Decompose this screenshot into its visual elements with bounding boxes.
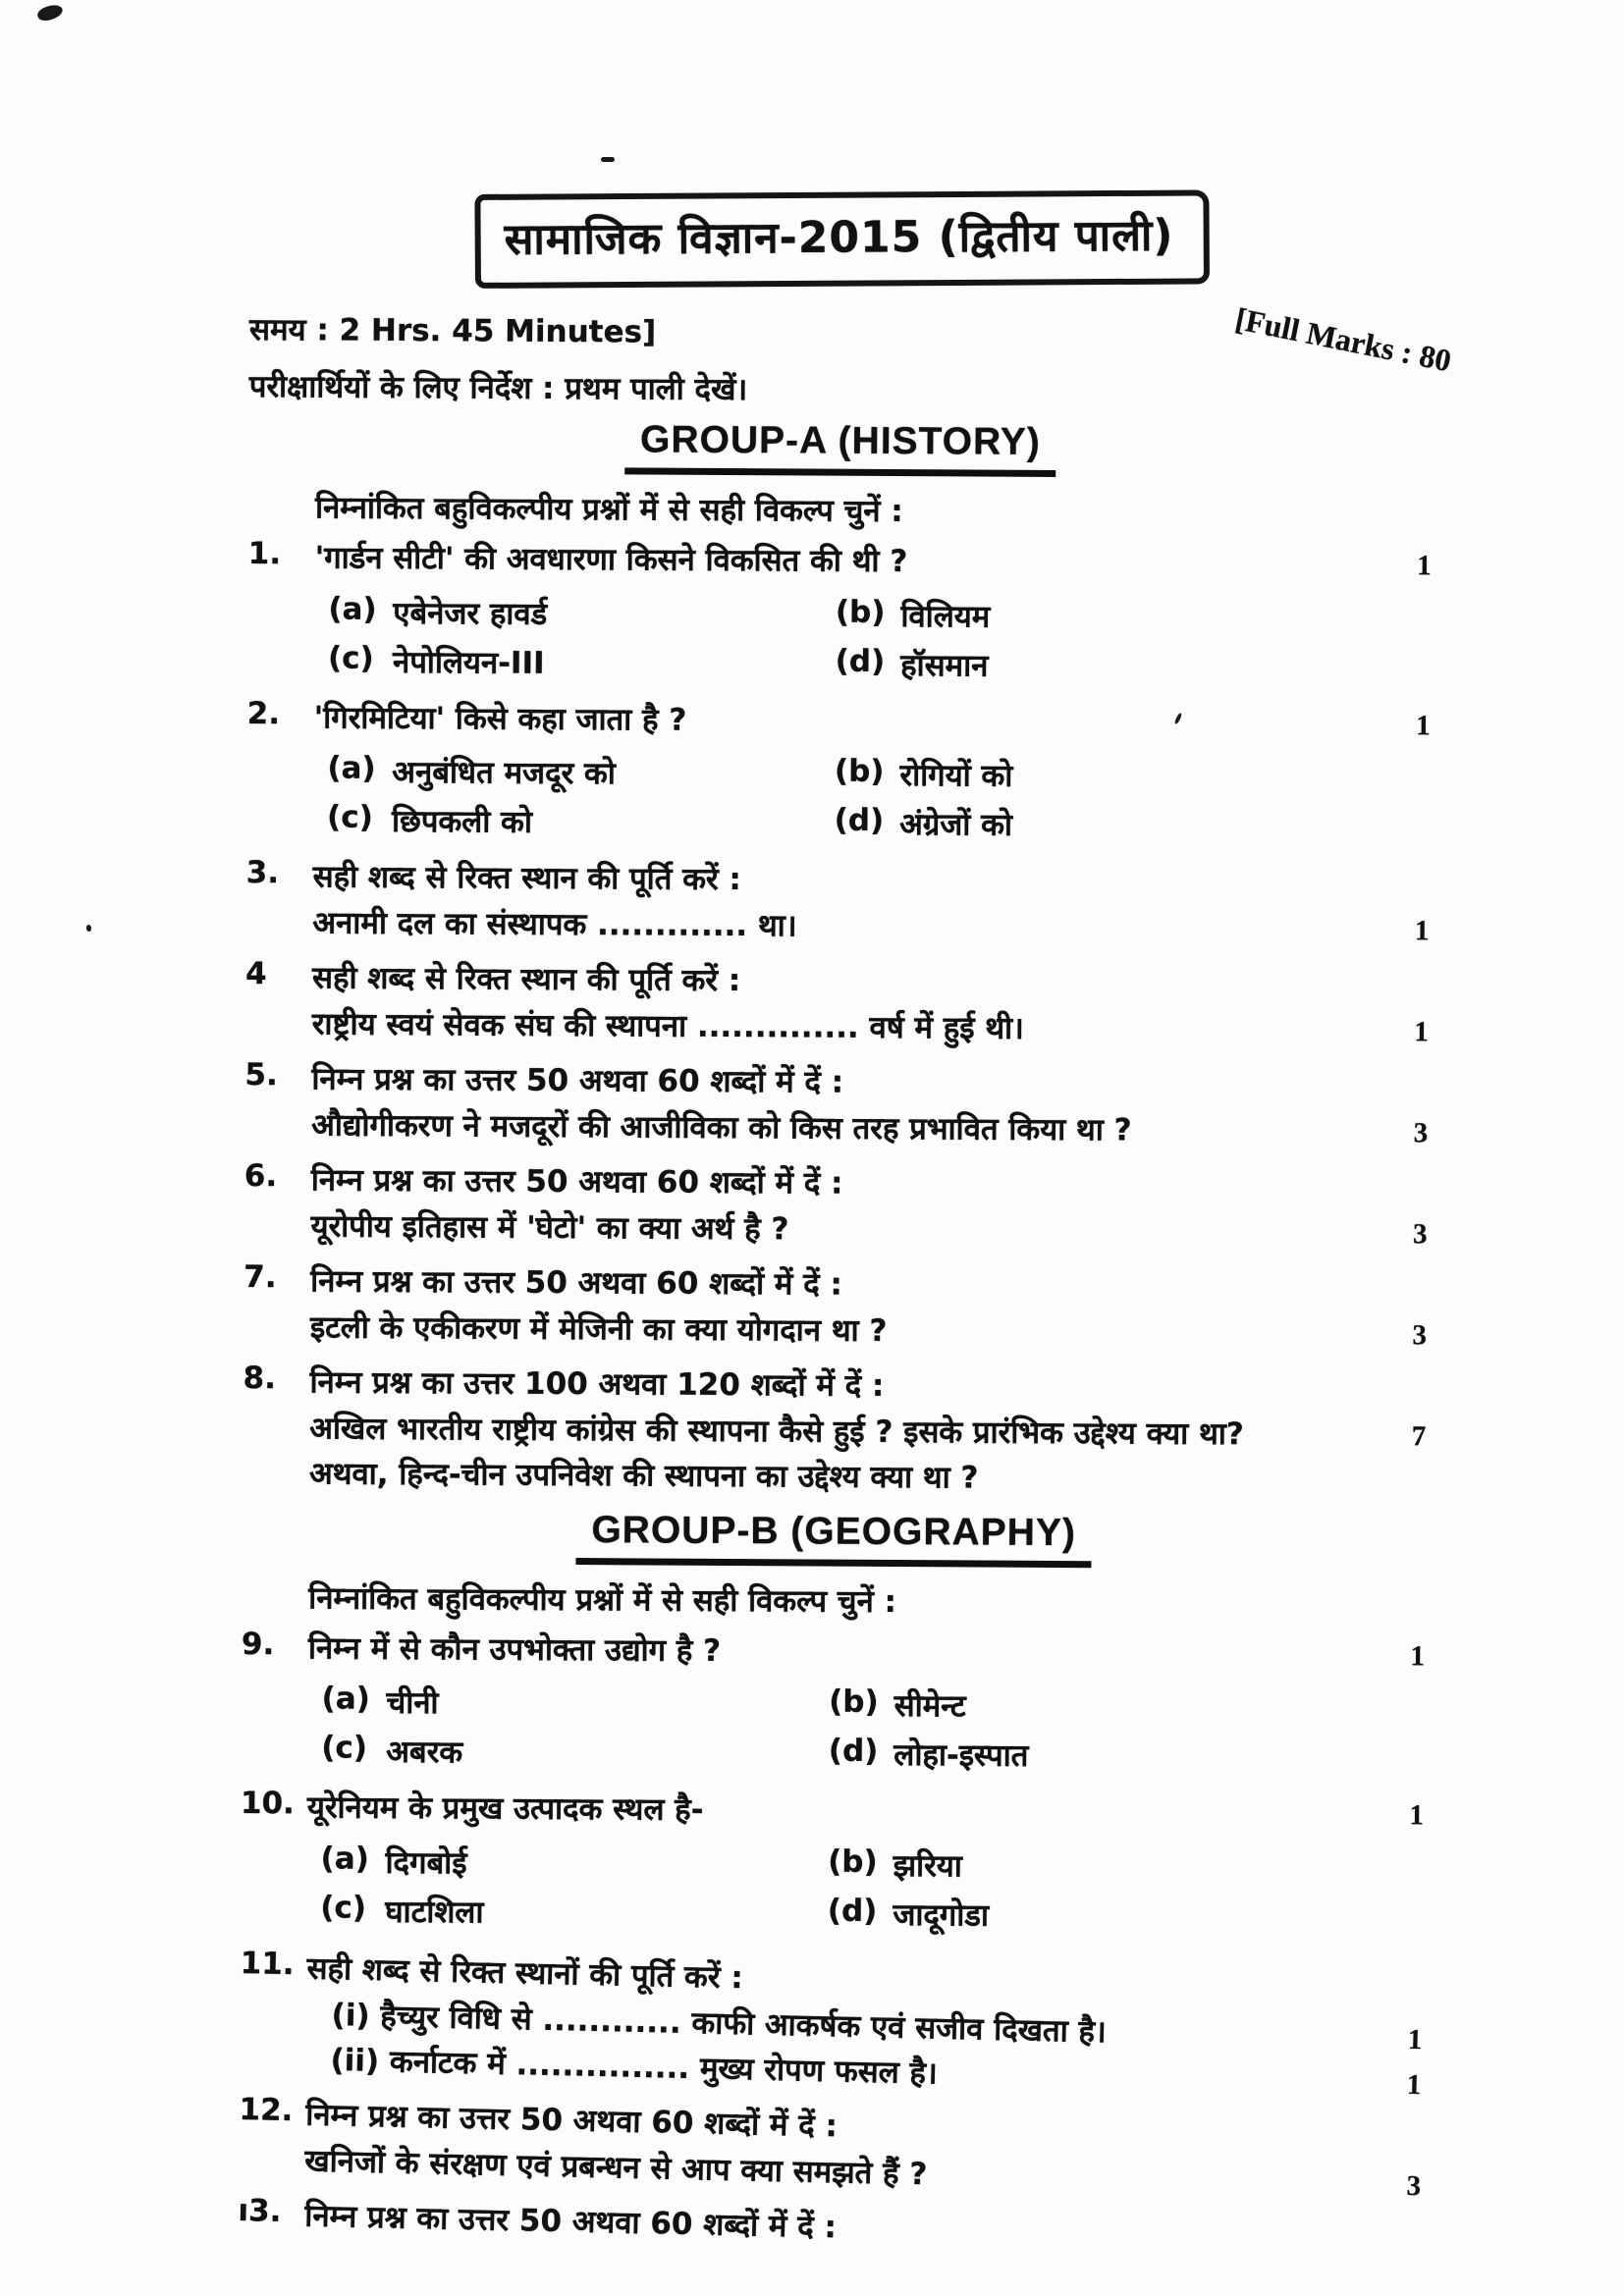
candidate-instructions: परीक्षार्थियों के लिए निर्देश : प्रथम पाली देखें। [248,368,748,408]
option-text: छिपकली को [391,803,533,840]
question-body [310,1258,1428,1357]
question-text: राष्ट्रीय स्वयं सेवक संघ की स्थापना .............. वर्ष में हुई थी। [311,1005,1024,1046]
question-number: 6. [244,1157,278,1195]
paper-title-box [474,189,1209,289]
option-label: (d) [827,1893,878,1929]
option-label: (c) [320,1889,367,1926]
option-label: (b) [835,594,886,630]
option-b [835,754,1431,799]
marks-value: 1 [1414,1015,1429,1047]
question-body [307,1626,1425,1782]
scan-speck [601,157,615,162]
question-block [240,1785,1424,1942]
marks-value: 1 [1417,550,1432,582]
question-text: अथवा, हिन्द-चीन उपनिवेश की स्थापना का उद्देश्य क्या था ? [308,1456,979,1496]
question-number: 4 [245,955,267,992]
option-label: (a) [328,590,377,627]
question-text: निम्न प्रश्न का उत्तर 50 अथवा 60 शब्दों में दें : [310,1263,842,1303]
option-b [828,1843,1424,1889]
options-grid [306,1841,1424,1938]
question-text: निम्न में से कौन उपभोक्ता उद्योग है ? [307,1629,722,1669]
question-line [312,900,1429,952]
question-body [306,1785,1424,1941]
option-label: (b) [834,753,885,789]
question-number: 3. [245,854,280,891]
question-line [314,695,1431,747]
section-heading-text: GROUP-A (HISTORY) [624,418,1056,477]
question-text: 'गार्डन सीटी' की अवधारणा किसने विकसित की थी ? [314,540,908,580]
option-c [328,640,836,684]
question-text: यूरोपीय इतिहास में 'घेटो' का क्या अर्थ है ? [310,1207,789,1247]
question-number: 9. [241,1626,275,1662]
section-group-a [243,416,1433,1504]
question-line [308,1626,1425,1678]
marks-value: 3 [1412,1318,1427,1351]
option-text: हॉसमान [900,647,989,684]
question-text: अखिल भारतीय राष्ट्रीय कांग्रेस की स्थापना कैसे हुई ? इसके प्रारंभिक उद्देश्य क्या था? [309,1410,1244,1452]
option-a [320,1841,828,1885]
scan-speck [86,925,91,932]
question-body [314,535,1432,691]
question-block [246,694,1431,851]
question-text: निम्न प्रश्न का उत्तर 50 अथवा 60 शब्दों में दें : [310,1162,843,1201]
option-label: (c) [321,1730,368,1766]
option-text: एबेनेजर हावर्ड [393,595,548,632]
marks-value: 1 [1409,1799,1424,1832]
paper-title: सामाजिक विज्ञान-2015 (द्वितीय पाली) [504,210,1174,265]
question-text: 'गिरमिटिया' किसे कहा जाता है ? [313,699,687,738]
question-body [304,2092,1423,2208]
section-intro: निम्नांकित बहुविकल्पीय प्रश्नों में से सही विकल्प चुनें : [314,490,903,530]
options-grid [314,591,1432,688]
option-a [327,750,835,794]
question-line [311,1102,1428,1154]
option-d [828,1893,1424,1938]
question-body [313,695,1431,851]
option-label: (a) [327,750,376,786]
question-block [245,955,1430,1053]
option-label: (d) [834,802,885,838]
question-text: सही शब्द से रिक्त स्थान की पूर्ति करें : [312,859,741,898]
question-line [309,1451,1426,1503]
question-number: 12. [239,2091,294,2129]
option-d [829,1734,1425,1779]
marks-value: 7 [1411,1419,1427,1452]
question-text: सही शब्द से रिक्त स्थानों की पूर्ति करें : [306,1949,744,1996]
question-text: यूरेनियम के प्रमुख उत्पादक स्थल है- [306,1789,704,1828]
marks-value: 1 [1410,1639,1425,1672]
question-line [312,955,1429,1007]
option-label: (d) [828,1733,879,1769]
option-text: विलियम [900,598,991,635]
option-text: घाटशिला [385,1894,484,1930]
question-text: सही शब्द से रिक्त स्थान की पूर्ति करें : [311,960,741,999]
option-b [836,594,1432,639]
question-text: (ii) कर्नाटक में ............... मुख्य रोपण फसल है। [330,2042,939,2091]
section-heading-group-a [248,416,1432,479]
option-a [328,591,836,635]
option-text: चीनी [386,1684,439,1722]
options-grid [307,1681,1425,1778]
question-text: अनामी दल का संस्थापक ............. था। [312,904,797,943]
option-label: (a) [320,1840,369,1877]
question-block [241,1625,1425,1782]
option-d [836,643,1432,688]
question-body [312,955,1430,1053]
question-block [244,1157,1428,1255]
meta-row [249,300,1454,379]
option-label: (a) [321,1681,370,1717]
question-text: औद्योगीकरण ने मजदूरों की आजीविका को किस तरह प्रभावित किया था ? [311,1106,1132,1148]
options-grid [313,750,1431,847]
section-heading-group-b [242,1506,1425,1569]
option-text: सीमेन्ट [893,1688,966,1725]
option-text: रोगियों को [899,758,1013,794]
marks-value: 3 [1413,1116,1429,1148]
question-number: ı3. [238,2192,282,2229]
option-label: (c) [327,639,374,676]
option-text: अबरक [386,1734,463,1771]
question-number: 5. [244,1056,278,1094]
question-sections [238,416,1432,2245]
question-text: निम्न प्रश्न का उत्तर 50 अथवा 60 शब्दों में दें : [311,1061,844,1100]
option-text: झरिया [893,1847,962,1884]
option-label: (d) [835,643,886,679]
option-c [327,799,835,843]
question-line [309,1360,1426,1412]
option-text: अनुबंधित मजदूर को [392,754,616,792]
question-block [238,2091,1423,2208]
question-line [307,1785,1424,1837]
question-number: 7. [244,1258,277,1296]
question-line [311,1157,1428,1209]
question-number: 1. [247,535,282,572]
question-block [244,1056,1429,1154]
section-heading-text: GROUP-B (GEOGRAPHY) [575,1509,1092,1568]
question-text: (i) हैच्युर विधि से ............ काफी आकर्षक एवं सजीव दिखता है। [331,1997,1108,2050]
question-text: निम्न प्रश्न का उत्तर 100 अथवा 120 शब्दों में दें : [309,1364,885,1404]
question-block [243,1360,1427,1504]
time-allowed-label: समय : 2 Hrs. 45 Minutes] [249,311,657,350]
option-text: लोहा-इस्पात [893,1737,1029,1774]
question-body [304,1946,1424,2107]
question-number: 11. [240,1945,296,1982]
question-block [247,535,1432,692]
question-line [311,1056,1428,1108]
question-text: इटली के एकीकरण में मेजिनी का क्या योगदान था ? [309,1308,888,1349]
question-line [310,1258,1427,1310]
marks-value: 1 [1406,2068,1422,2101]
option-text: नेपोलियन-III [392,644,545,681]
question-block [238,1944,1424,2107]
question-block [244,1258,1428,1357]
question-line [313,854,1430,906]
full-marks-label: [Full Marks : 80 [1232,300,1454,379]
option-c [321,1730,829,1774]
option-b [829,1684,1425,1730]
paper-content [238,188,1454,2255]
question-line [315,535,1432,587]
question-number: 2. [246,695,281,731]
marks-value: 3 [1412,1217,1428,1250]
question-text: निम्न प्रश्न का उत्तर 50 अथवा 60 शब्दों में दें : [304,2097,839,2145]
question-body [310,1157,1428,1255]
question-number: 10. [240,1785,295,1822]
question-line [310,1305,1427,1357]
question-block [245,854,1430,952]
question-body [311,1056,1429,1154]
question-text: खनिजों के संरक्षण एवं प्रबन्धन से आप क्या समझते हैं ? [303,2142,928,2192]
marks-value: 1 [1416,709,1431,741]
marks-value: 1 [1407,2022,1423,2056]
question-line [310,1203,1427,1255]
question-number: 8. [243,1360,277,1397]
question-body [309,1360,1427,1503]
scan-speck [35,2,64,24]
section-intro: निम्नांकित बहुविकल्पीय प्रश्नों में से सही विकल्प चुनें : [308,1579,897,1620]
question-line [309,1406,1426,1458]
question-body [312,854,1430,952]
question-line [312,1001,1429,1053]
marks-value: 3 [1406,2169,1422,2202]
option-text: अंग्रेजों को [899,807,1013,843]
option-c [320,1890,828,1934]
option-text: दिगबोई [385,1844,467,1881]
option-label: (b) [829,1683,879,1720]
option-text: जादूगोडा [893,1896,990,1934]
option-a [321,1681,829,1725]
option-label: (c) [326,799,373,835]
marks-value: 1 [1414,914,1430,946]
option-label: (b) [828,1843,878,1880]
option-d [835,803,1431,848]
section-group-b [238,1506,1426,2244]
question-text: निम्न प्रश्न का उत्तर 50 अथवा 60 शब्दों में दें : [303,2198,838,2246]
